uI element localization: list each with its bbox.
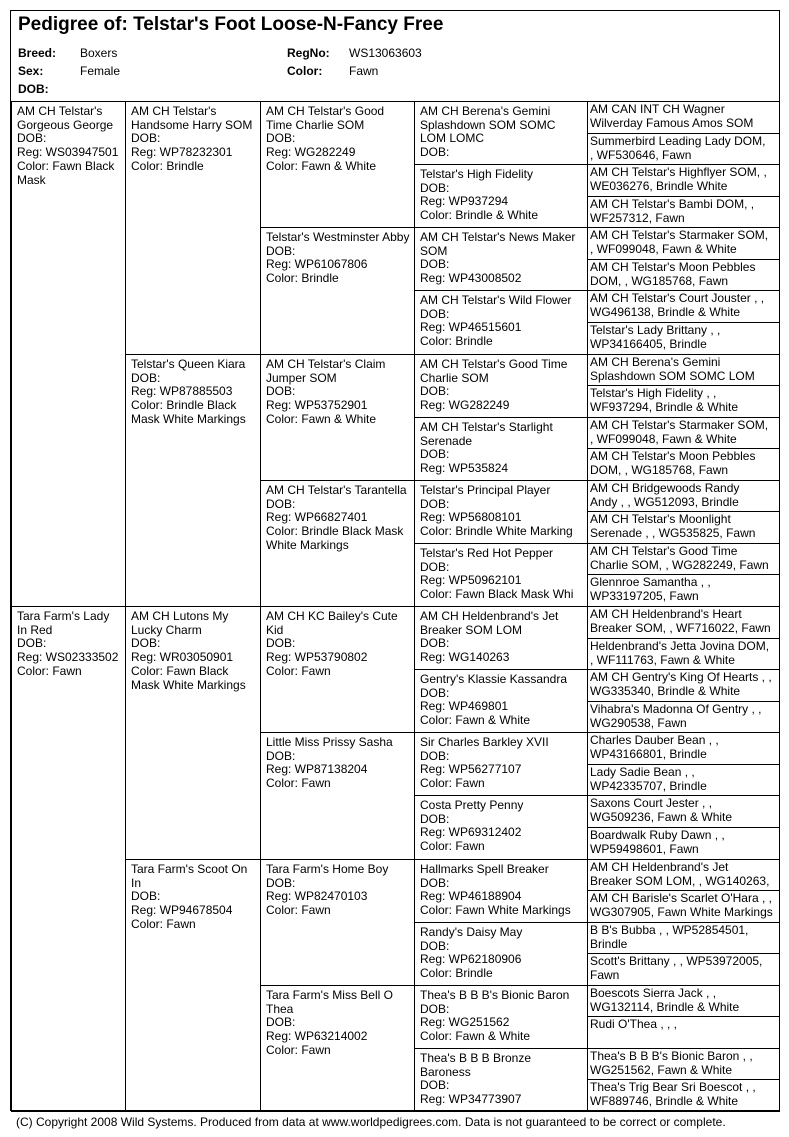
ancestor-line: DOB: <box>266 243 296 258</box>
ancestor-line: Tara Farm's Scoot On In <box>131 862 248 890</box>
ancestor-line: Color: Fawn Black Mask White Markings <box>131 663 246 692</box>
ancestor-line: AM CH Telstar's Starlight Serenade <box>420 420 553 448</box>
ancestor-line: Serenade , , WG535825, Fawn <box>590 525 756 540</box>
ancestor-line: Summerbird Leading Lady DOM, <box>590 134 766 148</box>
ancestor-cell-gen5 <box>587 732 780 765</box>
ancestor-line: Reg: WP87138204 <box>266 762 368 777</box>
ancestor-line: Reg: WP43008502 <box>420 271 522 286</box>
ancestor-line: Breaker SOM, , WF716022, Fawn <box>590 620 771 635</box>
ancestor-line: Reg: WP56808101 <box>420 510 522 525</box>
ancestor-line: AM CH Berena's Gemini Splashdown SOM SOMC LOM LOMC <box>420 104 556 146</box>
ancestor-line: AM CH Barisle's Scarlet O'Hara , , <box>590 891 772 905</box>
ancestor-cell-gen4 <box>414 290 588 355</box>
ancestor-line: Reg: WP69312402 <box>420 825 522 840</box>
ancestor-line: Color: Fawn Black Mask Whi <box>420 587 574 602</box>
ancestor-line: DOB: <box>420 384 450 399</box>
ancestor-line: DOB: <box>131 636 161 651</box>
ancestor-line: AM CH Heldenbrand's Jet Breaker SOM LOM <box>420 609 559 637</box>
ancestor-cell-gen1 <box>11 606 126 1112</box>
sex-value: Female <box>80 64 121 78</box>
ancestor-line: AM CH Telstar's Moonlight <box>590 512 731 526</box>
ancestor-cell-gen5 <box>587 953 780 986</box>
ancestor-line: DOB: <box>420 496 450 511</box>
regno-value: WS13063603 <box>349 46 422 60</box>
ancestor-line: AM CH Telstar's Good Time <box>590 544 738 558</box>
ancestor-cell-gen4 <box>414 164 588 228</box>
ancestor-line: Reg: WS02333502 <box>17 650 119 665</box>
ancestor-line: Reg: WS03947501 <box>17 145 119 160</box>
ancestor-cell-gen2 <box>125 354 261 607</box>
ancestor-cell-gen3 <box>260 732 415 860</box>
ancestor-cell-gen3 <box>260 354 415 481</box>
ancestor-cell-gen5 <box>587 574 780 607</box>
ancestor-line: AM CH Lutons My Lucky Charm <box>131 609 229 637</box>
ancestor-line: AM CH Telstar's News Maker SOM <box>420 230 576 258</box>
ancestor-line: Color: Fawn <box>420 776 485 791</box>
ancestor-line: Boescots Sierra Jack , , <box>590 986 717 1000</box>
ancestor-line: Color: Brindle & White <box>420 208 539 223</box>
ancestor-line: WP34166405, Brindle <box>590 336 707 351</box>
ancestor-cell-gen5 <box>587 827 780 860</box>
dob-label: DOB: <box>18 82 49 96</box>
ancestor-line: DOB: <box>266 496 296 511</box>
ancestor-cell-gen5 <box>587 448 780 481</box>
ancestor-cell-gen5 <box>587 1048 780 1080</box>
ancestor-cell-gen3 <box>260 101 415 228</box>
ancestor-line: Reg: WP535824 <box>420 461 509 476</box>
ancestor-line: Tara Farm's Home Boy <box>266 862 389 876</box>
ancestor-line: DOM, , WG185768, Fawn <box>590 462 729 477</box>
ancestor-line: Reg: WP87885503 <box>131 384 233 399</box>
ancestor-line: WG251562, Fawn & White <box>590 1062 733 1077</box>
breed-label: Breed: <box>18 46 57 60</box>
ancestor-line: DOB: <box>420 748 450 763</box>
ancestor-line: WF889746, Brindle & White <box>590 1093 739 1108</box>
ancestor-line: DOB: <box>131 889 161 904</box>
ancestor-line: DOB: <box>266 131 296 146</box>
ancestor-line: WF937294, Brindle & White <box>590 399 739 414</box>
ancestor-cell-gen5 <box>587 985 780 1017</box>
ancestor-line: Rudi O'Thea , , , <box>590 1017 677 1031</box>
ancestor-cell-gen5 <box>587 701 780 733</box>
ancestor-line: Randy's Daisy May <box>420 925 523 939</box>
ancestor-cell-gen5 <box>587 606 780 639</box>
ancestor-cell-gen3 <box>260 227 415 355</box>
ancestor-line: Reg: WP53752901 <box>266 398 368 413</box>
color-label: Color: <box>287 64 323 78</box>
ancestor-line: Saxons Court Jester , , <box>590 796 713 810</box>
ancestor-line: Reg: WP62180906 <box>420 952 522 967</box>
ancestor-cell-gen4 <box>414 985 588 1049</box>
ancestor-line: Heldenbrand's Jetta Jovina DOM, <box>590 639 770 653</box>
ancestor-cell-gen5 <box>587 764 780 796</box>
sex-label: Sex: <box>18 64 44 78</box>
ancestor-line: WP33197205, Fawn <box>590 588 699 603</box>
ancestor-cell-gen4 <box>414 354 588 418</box>
ancestor-line: Telstar's Red Hot Pepper <box>420 546 554 560</box>
ancestor-line: WF257312, Fawn <box>590 210 685 225</box>
ancestor-cell-gen4 <box>414 859 588 923</box>
ancestor-cell-gen5 <box>587 290 780 323</box>
ancestor-line: Color: Fawn <box>131 916 196 931</box>
ancestor-line: Color: Fawn <box>266 903 331 918</box>
ancestor-line: Reg: WG282249 <box>420 398 510 413</box>
ancestor-line: WG509236, Fawn & White <box>590 809 733 824</box>
ancestor-line: Reg: WP46515601 <box>420 320 522 335</box>
ancestor-line: WP59498601, Fawn <box>590 841 699 856</box>
ancestor-line: AM CH Heldenbrand's Jet <box>590 860 729 874</box>
ancestor-line: Color: Fawn & White <box>420 1029 531 1044</box>
ancestor-line: AM CAN INT CH Wagner <box>590 102 725 116</box>
ancestor-line: Color: Brindle Black Mask White Markings <box>131 398 246 426</box>
ancestor-line: Telstar's Queen Kiara <box>131 357 246 371</box>
breed-value: Boxers <box>80 46 118 60</box>
ancestor-line: DOB: <box>266 875 296 890</box>
ancestor-line: DOB: <box>420 257 450 272</box>
ancestor-line: WG496138, Brindle & White <box>590 304 741 319</box>
ancestor-cell-gen5 <box>587 511 780 544</box>
ancestor-line: DOB: <box>420 685 450 700</box>
ancestor-line: Reg: WP50962101 <box>420 573 522 588</box>
ancestor-line: Thea's B B B's Bionic Baron <box>420 988 570 1002</box>
ancestor-line: Reg: WP937294 <box>420 194 509 209</box>
ancestor-line: Reg: WP66827401 <box>266 510 368 525</box>
ancestor-line: AM CH Telstar's Moon Pebbles <box>590 260 756 274</box>
ancestor-line: Reg: WG251562 <box>420 1015 510 1030</box>
ancestor-line: Charles Dauber Bean , , <box>590 733 719 747</box>
ancestor-line: Color: Fawn Black Mask <box>17 158 115 187</box>
ancestor-line: WE036276, Brindle White <box>590 178 728 193</box>
ancestor-cell-gen5 <box>587 417 780 449</box>
ancestor-line: DOB: <box>266 636 296 651</box>
ancestor-line: Color: Brindle White Marking <box>420 524 573 539</box>
ancestor-line: Thea's Trig Bear Sri Boescot , , <box>590 1080 756 1094</box>
color-value: Fawn <box>349 64 379 78</box>
ancestor-cell-gen5 <box>587 795 780 828</box>
ancestor-line: Color: Brindle <box>420 334 493 349</box>
ancestor-line: Reg: WP82470103 <box>266 889 368 904</box>
ancestor-line: Wilverday Famous Amos SOM <box>590 115 754 130</box>
ancestor-cell-gen5 <box>587 543 780 575</box>
ancestor-cell-gen4 <box>414 795 588 860</box>
ancestor-line: Color: Fawn & White <box>266 411 377 426</box>
ancestor-line: Fawn <box>590 967 620 982</box>
ancestor-line: DOB: <box>266 748 296 763</box>
ancestor-line: Telstar's Principal Player <box>420 483 551 497</box>
ancestor-line: DOB: <box>420 1078 450 1093</box>
ancestor-line: Hallmarks Spell Breaker <box>420 862 549 876</box>
ancestor-line: AM CH Berena's Gemini <box>590 355 721 369</box>
ancestor-cell-gen5 <box>587 101 780 134</box>
ancestor-line: Reg: WP56277107 <box>420 762 522 777</box>
ancestor-line: Color: Fawn <box>17 663 82 678</box>
ancestor-line: Color: Fawn White Markings <box>420 903 571 918</box>
ancestor-cell-gen5 <box>587 480 780 512</box>
ancestor-line: Scott's Brittany , , WP53972005, <box>590 954 763 968</box>
ancestor-line: WG307905, Fawn White Markings <box>590 904 773 919</box>
ancestor-line: AM CH Telstar's Starmaker SOM, <box>590 228 769 242</box>
ancestor-cell-gen5 <box>587 227 780 260</box>
ancestor-cell-gen4 <box>414 922 588 986</box>
ancestor-line: Color: Brindle Black Mask White Markings <box>266 524 404 552</box>
ancestor-line: AM CH Bridgewoods Randy <box>590 481 740 495</box>
ancestor-line: AM CH Telstar's Good Time Charlie SOM <box>420 357 568 385</box>
ancestor-line: DOB: <box>420 306 450 321</box>
ancestor-line: Reg: WP78232301 <box>131 145 233 160</box>
ancestor-line: DOB: <box>420 1001 450 1016</box>
ancestor-cell-gen4 <box>414 417 588 481</box>
ancestor-line: Telstar's High Fidelity , , <box>590 386 717 400</box>
ancestor-line: DOB: <box>266 384 296 399</box>
ancestor-cell-gen2 <box>125 101 261 355</box>
ancestor-cell-gen4 <box>414 543 588 607</box>
ancestor-line: Vihabra's Madonna Of Gentry , , <box>590 702 762 716</box>
ancestor-line: Andy , , WG512093, Brindle <box>590 494 739 509</box>
page-title: Pedigree of: Telstar's Foot Loose-N-Fancy Free <box>18 14 444 35</box>
ancestor-line: DOB: <box>420 811 450 826</box>
ancestor-line: AM CH Telstar's Wild Flower <box>420 293 572 307</box>
ancestor-line: Telstar's Westminster Abby <box>266 230 410 244</box>
ancestor-line: , WF530646, Fawn <box>590 147 692 162</box>
ancestor-line: DOB: <box>420 636 450 651</box>
ancestor-line: Color: Brindle <box>266 271 339 286</box>
ancestor-line: Reg: WG282249 <box>266 145 356 160</box>
ancestor-line: WP43166801, Brindle <box>590 746 707 761</box>
ancestor-line: AM CH Telstar's Tarantella <box>266 483 407 497</box>
ancestor-line: Thea's B B B Bronze Baroness <box>420 1051 532 1079</box>
ancestor-line: Reg: WP34773907 <box>420 1092 522 1107</box>
ancestor-cell-gen4 <box>414 732 588 796</box>
ancestor-cell-gen5 <box>587 1016 780 1049</box>
ancestor-line: DOB: <box>131 370 161 385</box>
ancestor-line: Brindle <box>590 936 628 951</box>
ancestor-line: DOB: <box>420 145 450 160</box>
ancestor-line: DOB: <box>17 636 47 651</box>
copyright-footer: (C) Copyright 2008 Wild Systems. Produced from data at www.worldpedigrees.com. Data is not guaranteed to be correct or complete. <box>16 1115 726 1129</box>
ancestor-cell-gen4 <box>414 480 588 544</box>
ancestor-line: Color: Fawn & White <box>420 713 531 728</box>
ancestor-line: B B's Bubba , , WP52854501, <box>590 923 749 937</box>
ancestor-line: WG335340, Brindle & White <box>590 683 741 698</box>
ancestor-line: DOM, , WG185768, Fawn <box>590 273 729 288</box>
ancestor-line: DOB: <box>420 180 450 195</box>
ancestor-line: Color: Fawn <box>266 663 331 678</box>
ancestor-cell-gen5 <box>587 669 780 702</box>
ancestor-line: DOB: <box>266 1015 296 1030</box>
ancestor-cell-gen5 <box>587 133 780 165</box>
ancestor-line: AM CH Telstar's Good Time Charlie SOM <box>266 104 385 132</box>
ancestor-line: Gentry's Klassie Kassandra <box>420 672 568 686</box>
ancestor-cell-gen1 <box>11 101 126 607</box>
ancestor-cell-gen2 <box>125 606 261 860</box>
ancestor-line: DOB: <box>131 131 161 146</box>
ancestor-line: Reg: WR03050901 <box>131 650 234 665</box>
ancestor-line: Costa Pretty Penny <box>420 798 524 812</box>
ancestor-line: AM CH Telstar's Claim Jumper SOM <box>266 357 386 385</box>
ancestor-cell-gen5 <box>587 890 780 923</box>
ancestor-line: Color: Brindle <box>131 158 204 173</box>
ancestor-line: Reg: WG140263 <box>420 650 510 665</box>
ancestor-line: AM CH Telstar's Moon Pebbles <box>590 449 756 463</box>
ancestor-cell-gen3 <box>260 606 415 733</box>
ancestor-line: DOB: <box>420 938 450 953</box>
ancestor-cell-gen4 <box>414 606 588 670</box>
ancestor-line: Charlie SOM, , WG282249, Fawn <box>590 557 769 572</box>
ancestor-cell-gen5 <box>587 859 780 891</box>
ancestor-line: Reg: WP53790802 <box>266 650 368 665</box>
ancestor-line: AM CH Telstar's Court Jouster , , <box>590 291 765 305</box>
ancestor-line: Color: Fawn <box>266 1042 331 1057</box>
ancestor-line: DOB: <box>420 559 450 574</box>
ancestor-line: AM CH Telstar's Handsome Harry SOM <box>131 104 253 132</box>
ancestor-line: AM CH Heldenbrand's Heart <box>590 607 742 621</box>
ancestor-cell-gen5 <box>587 354 780 386</box>
ancestor-line: Telstar's High Fidelity <box>420 167 533 181</box>
ancestor-line: Color: Fawn & White <box>266 158 377 173</box>
ancestor-line: AM CH Telstar's Bambi DOM, , <box>590 197 755 211</box>
ancestor-cell-gen4 <box>414 101 588 165</box>
ancestor-line: Boardwalk Ruby Dawn , , <box>590 828 725 842</box>
ancestor-cell-gen5 <box>587 164 780 197</box>
ancestor-cell-gen5 <box>587 638 780 670</box>
ancestor-line: Reg: WP61067806 <box>266 257 368 272</box>
ancestor-cell-gen4 <box>414 669 588 733</box>
ancestor-line: DOB: <box>420 447 450 462</box>
ancestor-line: Reg: WP63214002 <box>266 1029 368 1044</box>
ancestor-line: Reg: WP46188904 <box>420 889 522 904</box>
ancestor-line: , WF099048, Fawn & White <box>590 241 737 256</box>
ancestor-line: Color: Brindle <box>420 966 493 981</box>
ancestor-line: DOB: <box>17 131 47 146</box>
ancestor-line: AM CH Gentry's King Of Hearts , , <box>590 670 772 684</box>
ancestor-cell-gen5 <box>587 385 780 418</box>
ancestor-line: Thea's B B B's Bionic Baron , , <box>590 1049 753 1063</box>
ancestor-cell-gen5 <box>587 259 780 291</box>
ancestor-line: Color: Fawn <box>420 839 485 854</box>
ancestor-line: AM CH Telstar's Highflyer SOM, , <box>590 165 767 179</box>
ancestor-line: Reg: WP469801 <box>420 699 509 714</box>
ancestor-cell-gen4 <box>414 1048 588 1112</box>
ancestor-cell-gen5 <box>587 196 780 228</box>
ancestor-cell-gen4 <box>414 227 588 291</box>
ancestor-cell-gen5 <box>587 922 780 954</box>
ancestor-line: AM CH Telstar's Gorgeous George <box>17 104 114 132</box>
ancestor-cell-gen3 <box>260 480 415 607</box>
ancestor-line: AM CH Telstar's Starmaker SOM, <box>590 418 769 432</box>
ancestor-line: Reg: WP94678504 <box>131 903 233 918</box>
ancestor-line: Little Miss Prissy Sasha <box>266 735 393 749</box>
ancestor-line: Telstar's Lady Brittany , , <box>590 323 721 337</box>
ancestor-line: Breaker SOM LOM, , WG140263, <box>590 873 770 888</box>
ancestor-cell-gen2 <box>125 859 261 1112</box>
ancestor-cell-gen3 <box>260 985 415 1112</box>
ancestor-line: Tara Farm's Miss Bell O Thea <box>266 988 393 1016</box>
ancestor-cell-gen5 <box>587 322 780 355</box>
ancestor-line: DOB: <box>420 875 450 890</box>
ancestor-line: Glennroe Samantha , , <box>590 575 711 589</box>
ancestor-line: Tara Farm's Lady In Red <box>17 609 110 637</box>
ancestor-line: Splashdown SOM SOMC LOM <box>590 368 755 383</box>
ancestor-line: WP42335707, Brindle <box>590 778 707 793</box>
ancestor-line: , WF099048, Fawn & White <box>590 431 737 446</box>
ancestor-cell-gen5 <box>587 1079 780 1112</box>
ancestor-cell-gen3 <box>260 859 415 986</box>
ancestor-line: WG132114, Brindle & White <box>590 999 740 1014</box>
ancestor-line: Lady Sadie Bean , , <box>590 765 695 779</box>
ancestor-line: Sir Charles Barkley XVII <box>420 735 549 749</box>
ancestor-line: Color: Fawn <box>266 776 331 791</box>
ancestor-line: AM CH KC Bailey's Cute Kid <box>266 609 398 637</box>
ancestor-line: , WF111763, Fawn & White <box>590 652 735 667</box>
ancestor-line: WG290538, Fawn <box>590 715 687 730</box>
regno-label: RegNo: <box>287 46 330 60</box>
